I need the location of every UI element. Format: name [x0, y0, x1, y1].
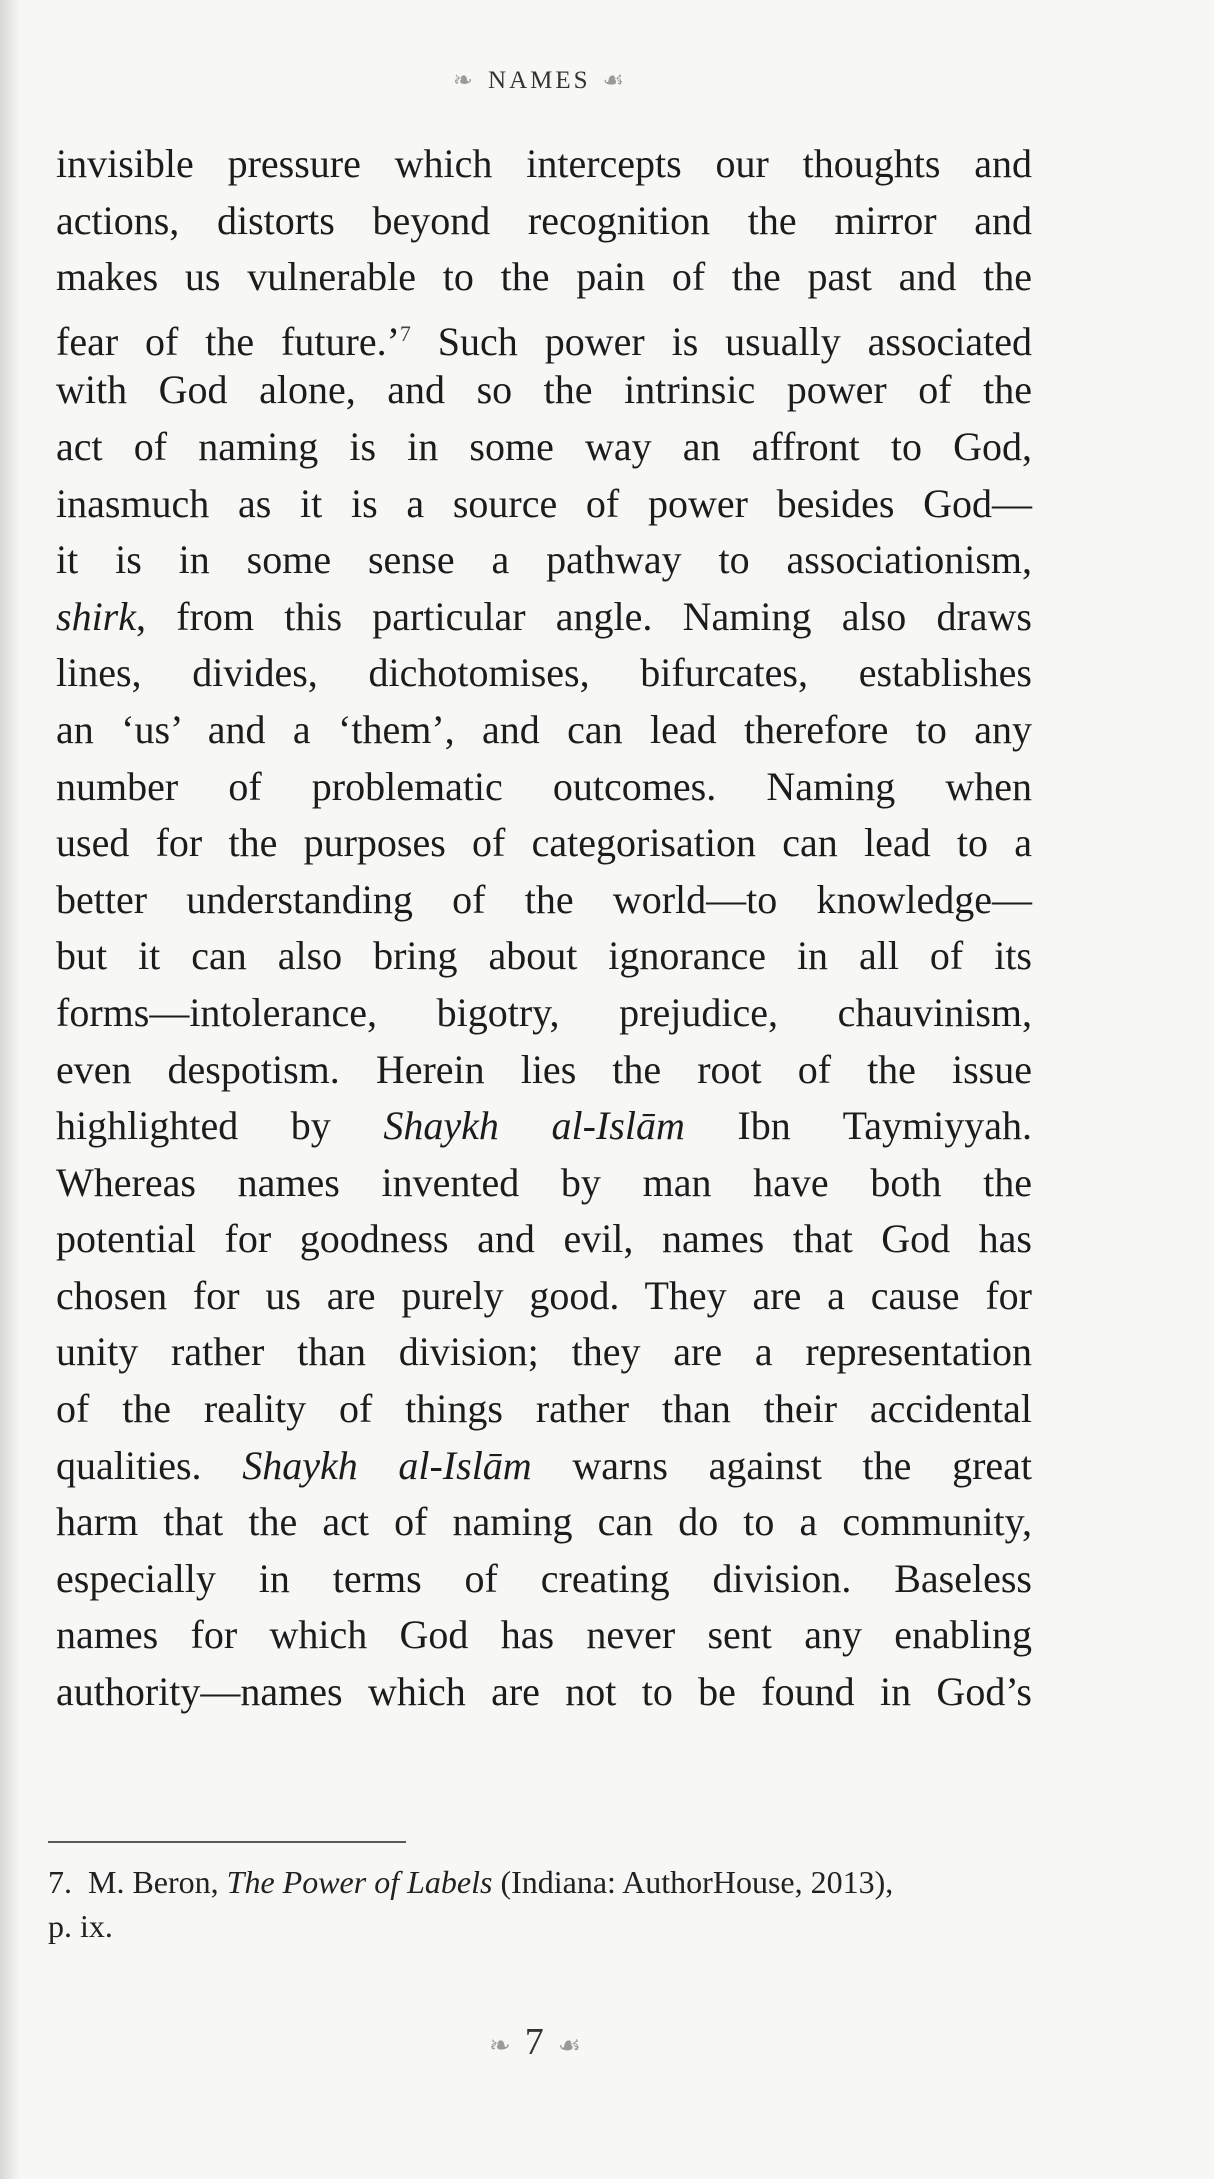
body-line: Whereas names invented by man have both the: [56, 1159, 1032, 1205]
footnote-page: p. ix.: [48, 1908, 113, 1944]
body-line: act of naming is in some way an affront to God,: [56, 423, 1032, 469]
body-line: inasmuch as it is a source of power besides God—: [56, 480, 1032, 526]
body-line: invisible pressure which intercepts our thoughts and: [56, 141, 1032, 186]
footnote-divider: [48, 1841, 406, 1843]
body-line: it is in some sense a pathway to associationism,: [56, 537, 1032, 583]
italic-term: Shaykh al-Islām: [383, 1103, 685, 1149]
ornament-right-icon: ☙: [602, 68, 628, 94]
running-head-title: NAMES: [488, 67, 591, 94]
body-line: names for which God has never sent any enabling: [56, 1612, 1032, 1658]
body-line: used for the purposes of categorisation can lead to a: [56, 820, 1032, 866]
italic-term: shirk: [56, 593, 136, 639]
footnote-line: [48, 1860, 1038, 1904]
italic-term: Shaykh al-Islām: [242, 1442, 532, 1488]
body-line: unity rather than division; they are a representation: [56, 1329, 1032, 1375]
body-line: fear of the future.’$^7$ Such power is usually associated: [56, 318, 1032, 364]
body-line: highlighted by Shaykh al-Islām Ibn Taymiyyah.: [56, 1103, 1032, 1149]
body-line: qualities. Shaykh al-Islām warns against the great: [56, 1442, 1033, 1488]
body-line: lines, divides, dichotomises, bifurcates, establishes: [56, 650, 1032, 696]
footnote-author: M. Beron,: [88, 1864, 227, 1900]
running-head: [0, 66, 1080, 95]
body-line: harm that the act of naming can do to a community,: [56, 1499, 1032, 1545]
body-line: an ‘us’ and a ‘them’, and can lead therefore to any: [56, 706, 1032, 752]
body-line: potential for goodness and evil, names that God has: [56, 1216, 1032, 1262]
body-line: but it can also bring about ignorance in all of its: [56, 933, 1032, 979]
footnote-title: The Power of Labels: [226, 1864, 493, 1900]
footnote-reference: 7: [399, 320, 411, 346]
body-text: [56, 136, 1032, 1721]
ornament-left-icon: ❧: [452, 68, 477, 94]
body-line: with God alone, and so the intrinsic power of the: [56, 367, 1032, 413]
page-number: [0, 2020, 1070, 2064]
body-line: especially in terms of creating division. Baseless: [56, 1555, 1032, 1601]
body-line: actions, distorts beyond recognition the mirror and: [56, 197, 1032, 243]
body-line: number of problematic outcomes. Naming when: [56, 763, 1032, 809]
page-edge-shadow: [0, 0, 20, 2179]
footnote-publisher: (Indiana: AuthorHouse, 2013),: [492, 1864, 894, 1900]
ornament-left-icon: ❧: [488, 2031, 511, 2060]
ornament-right-icon: ☙: [557, 2031, 582, 2060]
body-line: chosen for us are purely good. They are a cause for: [56, 1272, 1032, 1318]
body-line: of the reality of things rather than their accidental: [56, 1386, 1032, 1432]
body-line: forms—intolerance, bigotry, prejudice, chauvinism,: [56, 989, 1032, 1035]
body-line: even despotism. Herein lies the root of the issue: [56, 1046, 1032, 1092]
body-line: makes us vulnerable to the pain of the past and the: [56, 254, 1032, 300]
page-number-value: 7: [524, 2021, 544, 2063]
footnote-number: 7.: [48, 1864, 72, 1900]
body-line: better understanding of the world—to knowledge—: [56, 876, 1032, 922]
footnote: [48, 1860, 1038, 1948]
body-line: shirk, from this particular angle. Naming also draws: [56, 593, 1032, 639]
body-line: authority—names which are not to be found in God’s: [56, 1669, 1032, 1715]
